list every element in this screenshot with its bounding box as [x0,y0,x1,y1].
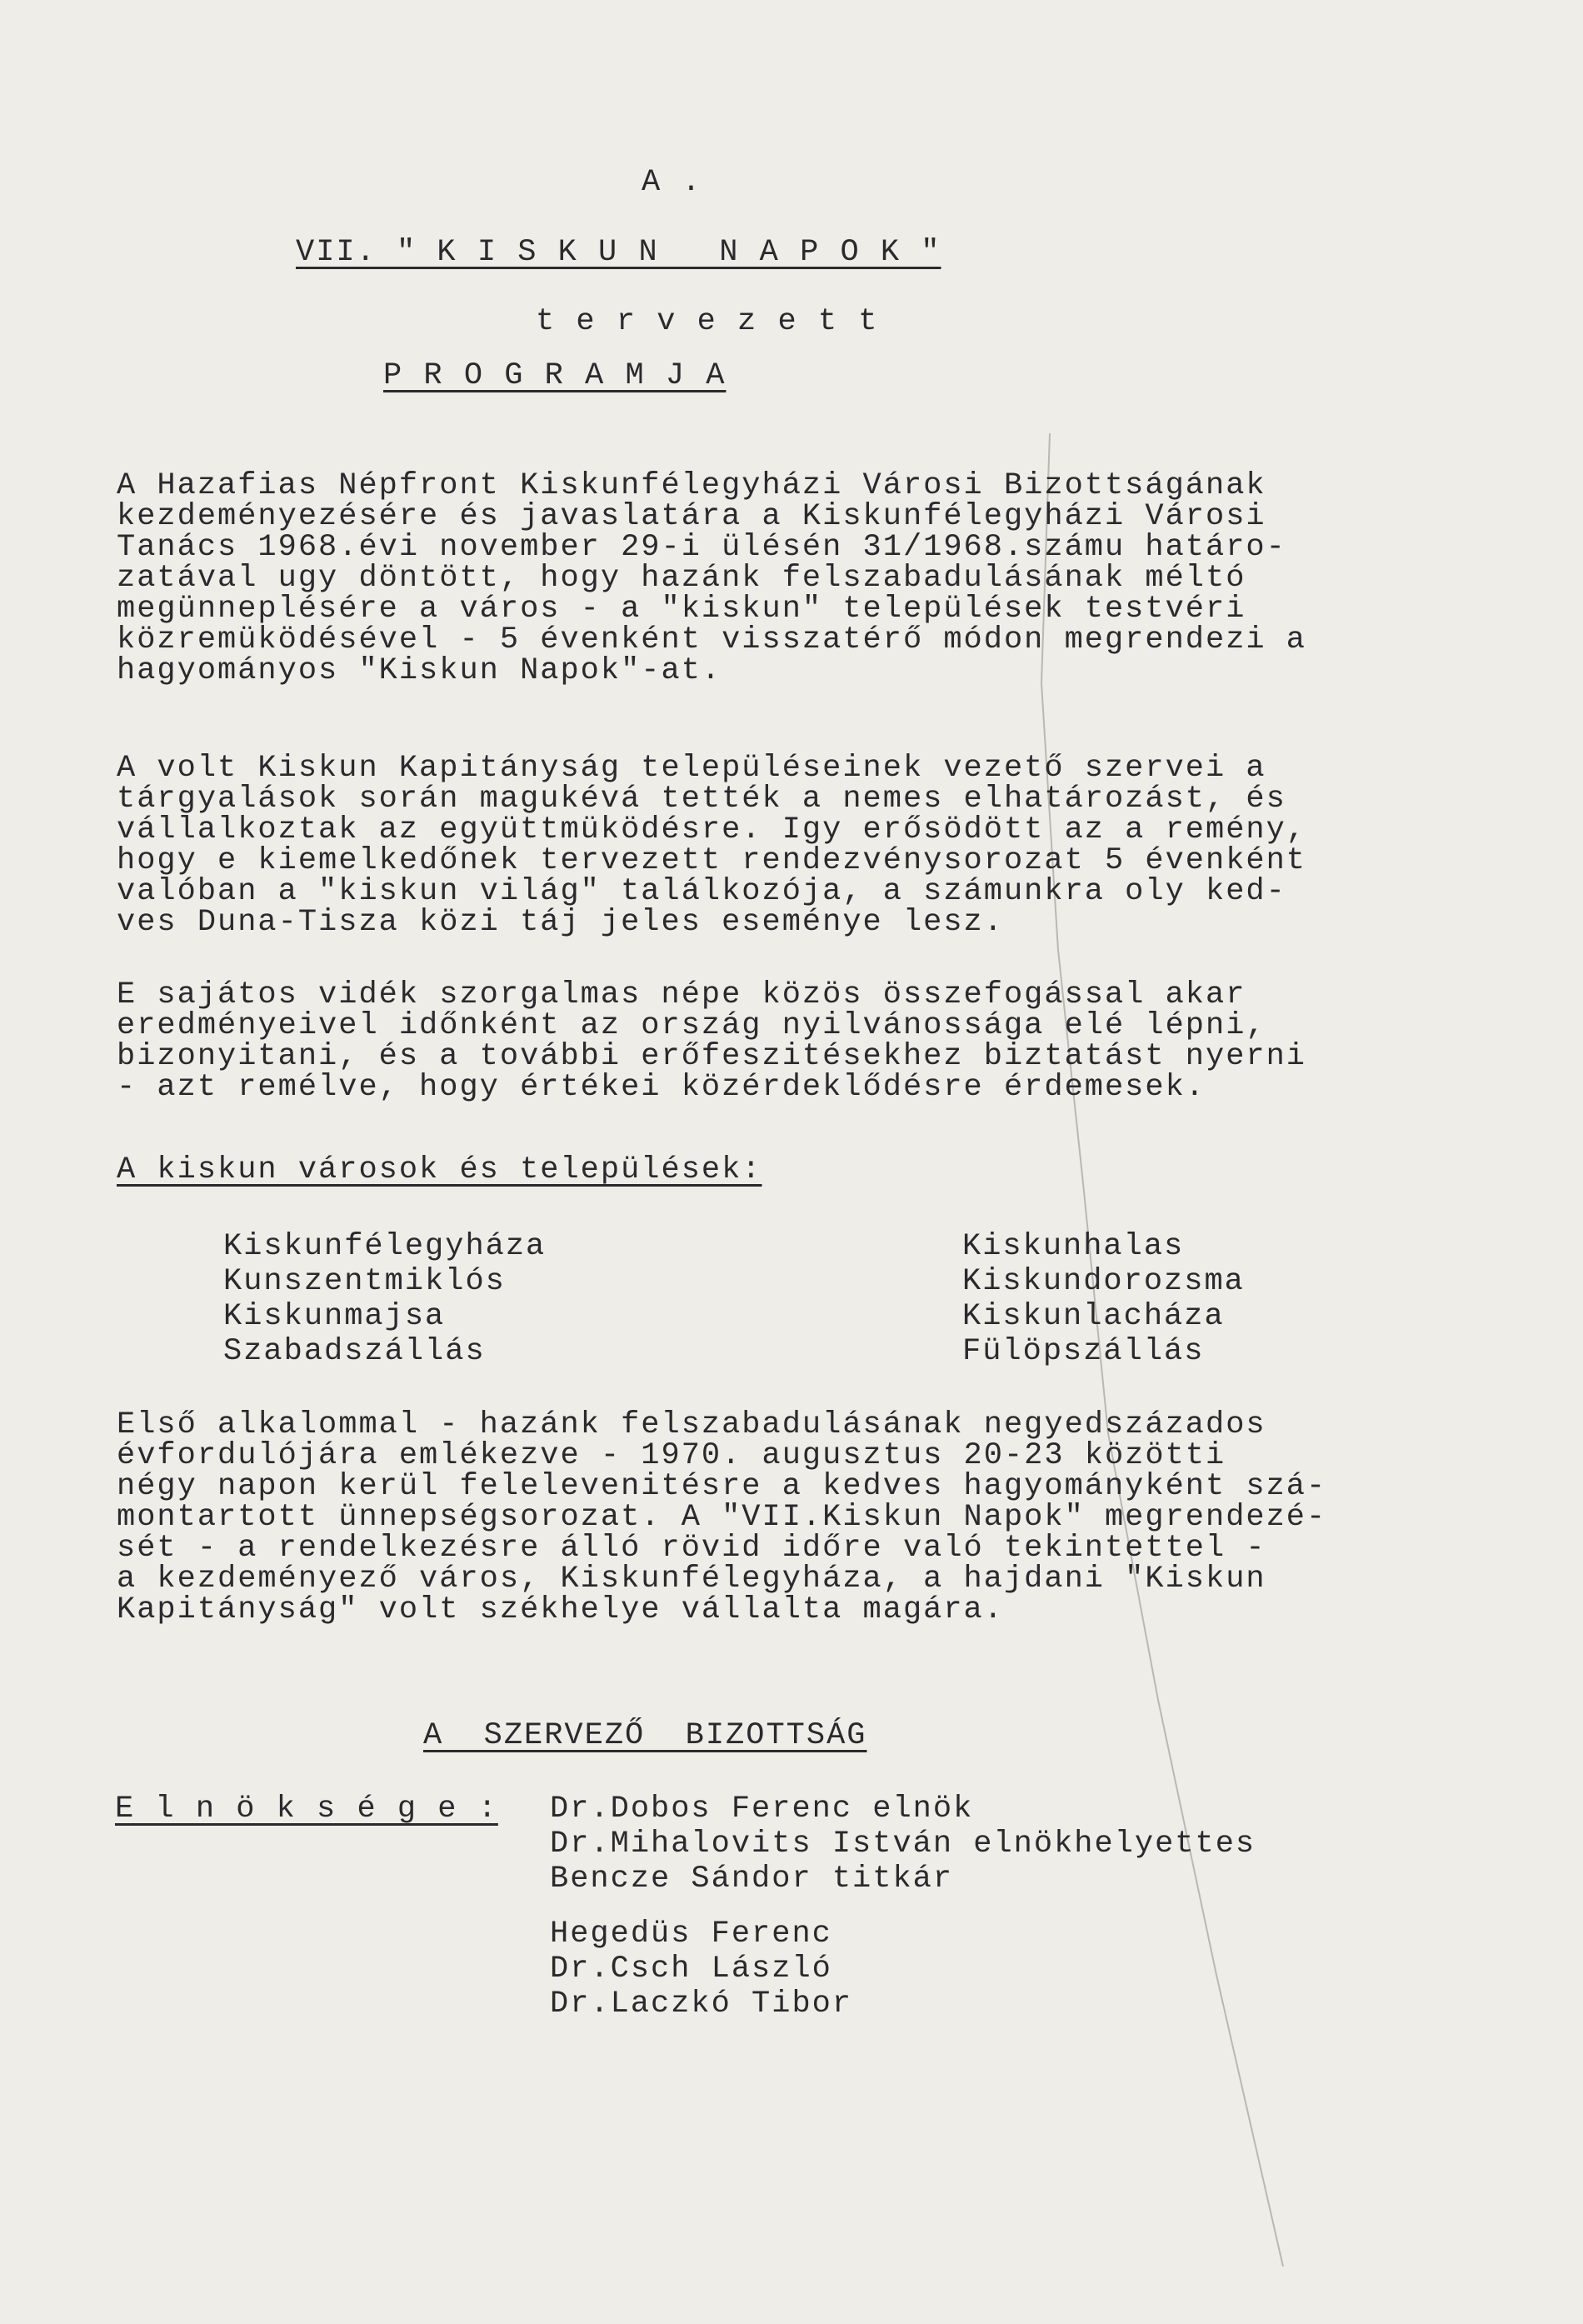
committee-member: Hegedüs Ferenc [550,1917,832,1952]
text-line: megünneplésére a város - a "kiskun" települések testvéri [117,592,1246,627]
text-line: - azt remélve, hogy értékei közérdeklődésre érdemesek. [117,1070,1206,1105]
text-line: bizonyitani, és a további erőfeszitésekhez biztatást nyerni [117,1039,1307,1074]
text-line: közremüködésével - 5 évenként visszatérő módon megrendezi a [117,622,1307,657]
document-title: VII. " K I S K U N N A P O K " [296,235,941,270]
text-line: Első alkalommal - hazánk felszabadulásának negyedszázados [117,1407,1266,1442]
town-name: Szabadszállás [223,1334,486,1369]
committee-member: Dr.Csch László [550,1952,832,1987]
presidium-list [550,1792,1256,1897]
text-line: sét - a rendelkezésre álló rövid időre való tekintettel - [117,1531,1266,1566]
text-line: E sajátos vidék szorgalmas népe közös összefogással akar [117,977,1246,1012]
town-name: Kiskundorozsma [962,1264,1245,1299]
text-line: zatával ugy döntött, hogy hazánk felszabadulásának méltó [117,561,1246,596]
town-name: Kiskunlacháza [962,1299,1225,1334]
text-line: a kezdeményező város, Kiskunfélegyháza, a hajdani "Kiskun [117,1562,1266,1597]
text-line: Kapitányság" volt székhelye vállalta magára. [117,1592,1004,1627]
town-name: Kiskunfélegyháza [223,1229,547,1264]
town-name: Kiskunmajsa [223,1299,446,1334]
text-line: vállalkoztak az együttmüködésre. Igy erősödött az a remény, [117,812,1307,847]
paragraph-first-event [117,1407,1327,1627]
text-line: kezdeményezésére és javaslatára a Kiskunfélegyházi Városi [117,499,1266,534]
text-line: ves Duna-Tisza közi táj jeles eseménye lesz. [117,905,1004,940]
towns-list-left [223,1229,546,1369]
page-mark: A . [642,165,702,200]
text-line: A Hazafias Népfront Kiskunfélegyházi Városi Bizottságának [117,468,1266,503]
paragraph-region [117,977,1307,1105]
document-subtitle: t e r v e z e t t [536,304,879,339]
text-line: hagyományos "Kiskun Napok"-at. [117,653,722,688]
town-name: Kiskunhalas [962,1229,1185,1264]
towns-list-right [962,1229,1245,1369]
committee-member: Dr.Laczkó Tibor [550,1987,853,2022]
presidium-member: Bencze Sándor titkár [550,1862,954,1897]
committee-members-list [550,1917,852,2022]
text-line: hogy e kiemelkedőnek tervezett rendezvénysorozat 5 évenként [117,843,1307,878]
presidium-member: Dr.Mihalovits István elnökhelyettes [550,1827,1256,1862]
program-heading: P R O G R A M J A [383,358,727,393]
text-line: eredményeivel időnként az ország nyilvánossága elé lépni, [117,1008,1266,1043]
text-line: évfordulójára emlékezve - 1970. augusztus 20-23 közötti [117,1438,1226,1473]
text-line: montartott ünnepségsorozat. A "VII.Kiskun Napok" megrendezé- [117,1500,1327,1535]
town-name: Fülöpszállás [962,1334,1205,1369]
presidium-label: E l n ö k s é g e : [115,1792,498,1827]
towns-heading: A kiskun városok és települések: [117,1152,762,1187]
text-line: valóban a "kiskun világ" találkozója, a számunkra oly ked- [117,874,1286,909]
text-line: A volt Kiskun Kapitányság településeinek vezető szervei a [117,751,1266,786]
town-name: Kunszentmiklós [223,1264,506,1299]
paragraph-intro [117,468,1307,688]
text-line: tárgyalások során magukévá tették a nemes elhatározást, és [117,782,1286,817]
presidium-member: Dr.Dobos Ferenc elnök [550,1792,974,1827]
paragraph-cooperation [117,753,1306,938]
text-line: Tanács 1968.évi november 29-i ülésén 31/1968.számu határo- [117,530,1286,565]
text-line: négy napon kerül felelevenitésre a kedves hagyományként szá- [117,1469,1327,1504]
committee-heading: A SZERVEZŐ BIZOTTSÁG [423,1718,867,1753]
